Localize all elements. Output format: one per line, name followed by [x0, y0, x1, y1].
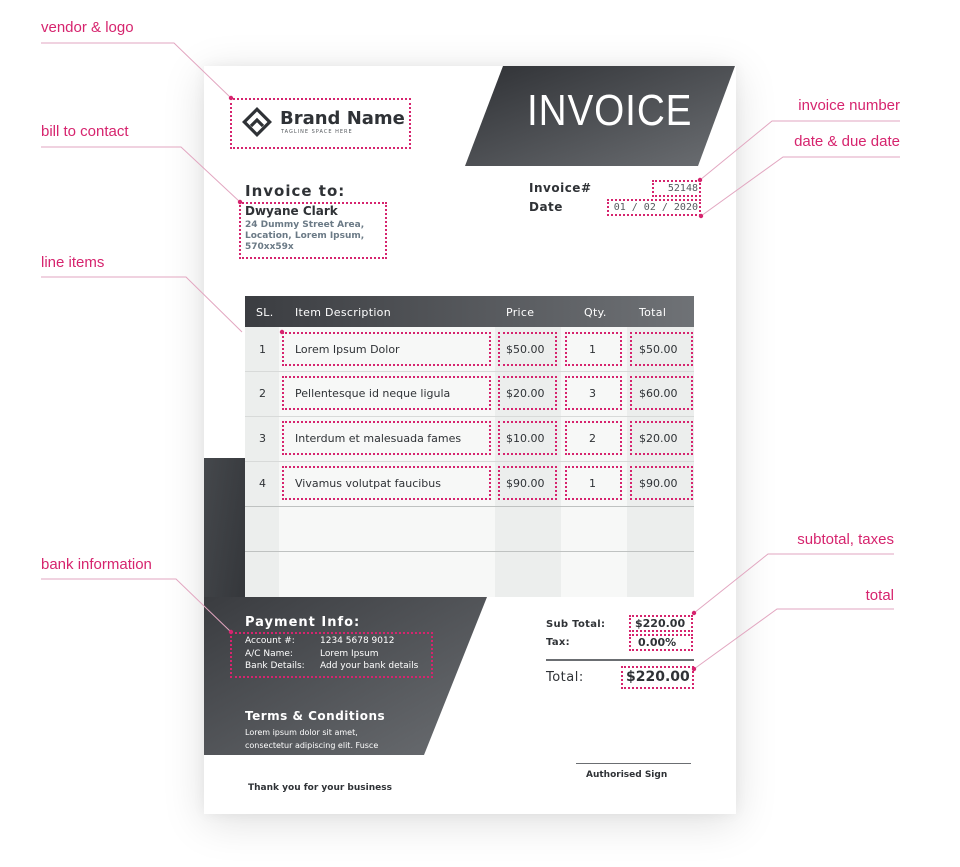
- summary-divider: [546, 659, 694, 661]
- highlight-item: [498, 421, 557, 455]
- highlight-item: [282, 466, 491, 500]
- tax-value: 0.00%: [638, 636, 677, 649]
- brand-name: Brand Name: [280, 108, 405, 129]
- row-divider: [245, 551, 694, 552]
- highlight-vendor-logo: [230, 98, 411, 149]
- highlight-bill-to: [239, 202, 387, 259]
- highlight-item: [630, 466, 693, 500]
- thank-you-note: Thank you for your business: [248, 783, 392, 793]
- callout-bill-to: bill to contact: [41, 123, 129, 140]
- highlight-item: [565, 421, 622, 455]
- highlight-item: [565, 466, 622, 500]
- header-total: Total: [639, 306, 667, 319]
- callout-vendor-logo: vendor & logo: [41, 19, 134, 36]
- highlight-item: [630, 421, 693, 455]
- invoice-date: 01 / 02 / 2020: [613, 202, 698, 213]
- row-3-description: Interdum et malesuada fames: [295, 432, 462, 445]
- terms-line-2: consectetur adipiscing elit. Fusce: [245, 741, 379, 750]
- header-description: Item Description: [295, 306, 391, 319]
- row-2-qty: 3: [589, 387, 596, 400]
- row-2-price: $20.00: [506, 387, 545, 400]
- highlight-item: [565, 332, 622, 366]
- price-column-bg: [495, 327, 561, 597]
- header-qty: Qty.: [584, 306, 607, 319]
- row-3-price: $10.00: [506, 432, 545, 445]
- callout-line-items: line items: [41, 254, 105, 271]
- row-3-total: $20.00: [639, 432, 678, 445]
- header-sl: SL.: [256, 306, 274, 319]
- bill-to-address: 24 Dummy Street Area, Location, Lorem Ipsum, 570xx59x: [245, 220, 365, 252]
- highlight-item: [282, 332, 491, 366]
- highlight-bank-info: [230, 632, 433, 678]
- callout-total: total: [865, 587, 894, 604]
- invoice-date-label: Date: [529, 200, 563, 214]
- highlight-tax: [629, 634, 693, 651]
- highlight-item: [630, 376, 693, 410]
- highlight-date: [607, 199, 701, 216]
- highlight-total: [621, 666, 694, 689]
- row-4-sl: 4: [259, 477, 266, 490]
- bank-details-label: Bank Details:: [245, 661, 305, 671]
- terms-heading: Terms & Conditions: [245, 709, 386, 723]
- row-1-price: $50.00: [506, 343, 545, 356]
- highlight-item: [630, 332, 693, 366]
- callout-bank-information: bank information: [41, 556, 152, 573]
- row-divider: [245, 506, 694, 507]
- highlight-invoice-number: [652, 180, 701, 197]
- payment-heading: Payment Info:: [245, 615, 361, 630]
- highlight-item: [565, 376, 622, 410]
- total-value: $220.00: [626, 669, 690, 685]
- account-number: 1234 5678 9012: [320, 636, 395, 646]
- terms-line-1: Lorem ipsum dolor sit amet,: [245, 728, 358, 737]
- brand-tagline: TAGLINE SPACE HERE: [281, 129, 353, 135]
- bill-to-name: Dwyane Clark: [245, 204, 338, 218]
- authorised-sign: Authorised Sign: [586, 770, 668, 780]
- callout-subtotal-taxes: subtotal, taxes: [797, 531, 894, 548]
- row-1-qty: 1: [589, 343, 596, 356]
- ac-name: Lorem Ipsum: [320, 649, 379, 659]
- row-2-sl: 2: [259, 387, 266, 400]
- subtotal-label: Sub Total:: [546, 619, 606, 630]
- row-2-total: $60.00: [639, 387, 678, 400]
- invoice-title: INVOICE: [527, 86, 693, 135]
- row-2-description: Pellentesque id neque ligula: [295, 387, 451, 400]
- invoice-number: 52148: [667, 183, 698, 194]
- highlight-subtotal: [629, 615, 693, 632]
- highlight-item: [498, 376, 557, 410]
- row-4-total: $90.00: [639, 477, 678, 490]
- highlight-item: [498, 466, 557, 500]
- account-label: Account #:: [245, 636, 295, 646]
- row-4-description: Vivamus volutpat faucibus: [295, 477, 441, 490]
- row-divider: [245, 416, 694, 417]
- row-3-sl: 3: [259, 432, 266, 445]
- bank-details: Add your bank details: [320, 661, 419, 671]
- invoice-number-label: Invoice#: [529, 181, 592, 195]
- total-column-bg: [627, 327, 694, 597]
- row-1-total: $50.00: [639, 343, 678, 356]
- row-4-price: $90.00: [506, 477, 545, 490]
- highlight-item: [498, 332, 557, 366]
- row-divider: [245, 371, 694, 372]
- highlight-item: [282, 376, 491, 410]
- total-label: Total:: [546, 670, 584, 685]
- subtotal-value: $220.00: [635, 617, 686, 630]
- bill-to-heading: Invoice to:: [245, 182, 346, 200]
- sl-column-bg: [245, 327, 279, 597]
- highlight-item: [282, 421, 491, 455]
- ac-name-label: A/C Name:: [245, 649, 293, 659]
- tax-label: Tax:: [546, 637, 570, 648]
- callout-invoice-number: invoice number: [798, 97, 900, 114]
- callout-date: date & due date: [794, 133, 900, 150]
- signature-line: [576, 763, 691, 764]
- row-1-description: Lorem Ipsum Dolor: [295, 343, 400, 356]
- row-3-qty: 2: [589, 432, 596, 445]
- row-divider: [245, 461, 694, 462]
- row-1-sl: 1: [259, 343, 266, 356]
- row-4-qty: 1: [589, 477, 596, 490]
- header-price: Price: [506, 306, 535, 319]
